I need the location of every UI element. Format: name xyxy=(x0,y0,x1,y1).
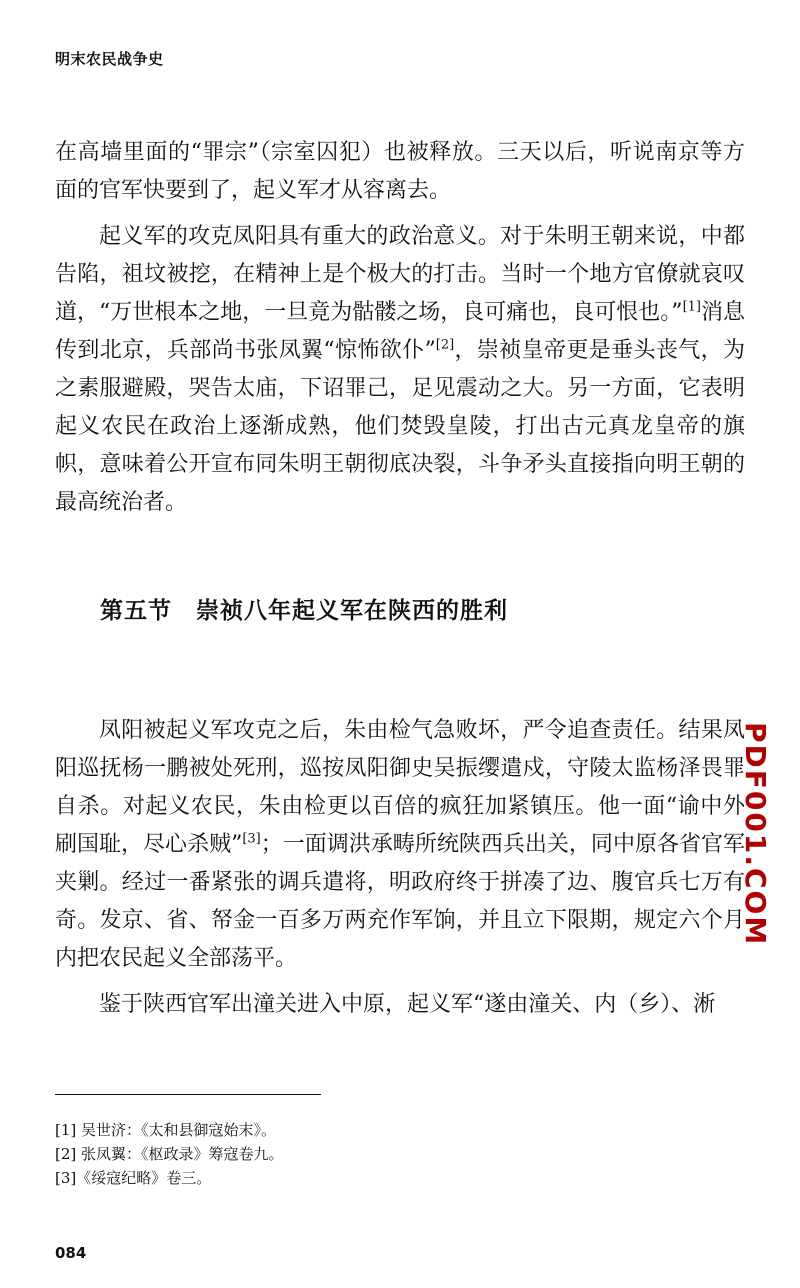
footnote-3: [3]《绥寇纪略》卷三。 xyxy=(55,1169,212,1187)
watermark: PDF001.COM xyxy=(739,722,772,947)
paragraph-suppression xyxy=(55,712,745,978)
paragraph-continuation: 在高墙里面的“罪宗”（宗室囚犯）也被释放。三天以后，听说南京等方面的官军快要到了，起义军才从容离去。 xyxy=(55,140,745,203)
paragraph-text: 凤阳被起义军攻克之后，朱由检气急败坏，严令追查责任。结果凤阳巡抚杨一鹏被处死刑，巡按凤阳御史吴振缨遣戍，守陵太监杨泽畏罪自杀。对起义农民，朱由检更以百倍的疯狂加紧镇压。他一面“谕中外刷国耻，尽心杀贼” xyxy=(55,718,745,857)
footnote-ref-2[interactable]: [2] xyxy=(435,337,455,353)
footnote-2: [2] 张凤翼：《枢政录》筹寇卷九。 xyxy=(55,1145,284,1163)
paragraph-text: 消息传到北京，兵部尚书张凤翼“惊怖欲仆” xyxy=(55,300,745,363)
footnote-divider xyxy=(55,1094,321,1095)
section-text xyxy=(55,712,745,1032)
footnote-ref-3[interactable]: [3] xyxy=(242,831,261,847)
paragraph-fengyang-significance xyxy=(55,218,745,522)
paragraph-text: ；一面调洪承畴所统陕西兵出关，同中原各省官军夹剿。经过一番紧张的调兵遣将，明政府终于拼凑了边、腹官兵七万有奇。发京、省、帑金一百多万两充作军饷，并且立下限期，规定六个月内把农民起义全部荡平。 xyxy=(55,832,745,971)
running-head: 明末农民战争史 xyxy=(55,50,164,68)
paragraph-text: ，崇祯皇帝更是垂头丧气，为之素服避殿，哭告太庙，下诏罪己，足见震动之大。另一方面，它表明起义农民在政治上逐渐成熟，他们焚毁皇陵，打出古元真龙皇帝的旗帜，意味着公开宣布同朱明王朝彻底决裂，斗争矛头直接指向明王朝的最高统治者。 xyxy=(55,338,745,515)
footnote-ref-1[interactable]: [1] xyxy=(682,299,701,315)
page-number: 084 xyxy=(55,1244,87,1262)
body-text xyxy=(55,134,745,530)
paragraph-text: 起义军的攻克凤阳具有重大的政治意义。对于朱明王朝来说，中都告陷，祖坟被挖，在精神上是个极大的打击。当时一个地方官僚就哀叹道，“万世根本之地，一旦竟为骷髅之场，良可痛也，良可恨也。” xyxy=(55,224,745,325)
footnotes xyxy=(55,1118,284,1190)
paragraph-tongguan: 鉴于陕西官军出潼关进入中原，起义军“遂由潼关、内（乡）、淅 xyxy=(99,992,716,1017)
section-heading: 第五节 崇祯八年起义军在陕西的胜利 xyxy=(100,598,508,624)
footnote-1: [1] 吴世济：《太和县御寇始末》。 xyxy=(55,1121,277,1139)
